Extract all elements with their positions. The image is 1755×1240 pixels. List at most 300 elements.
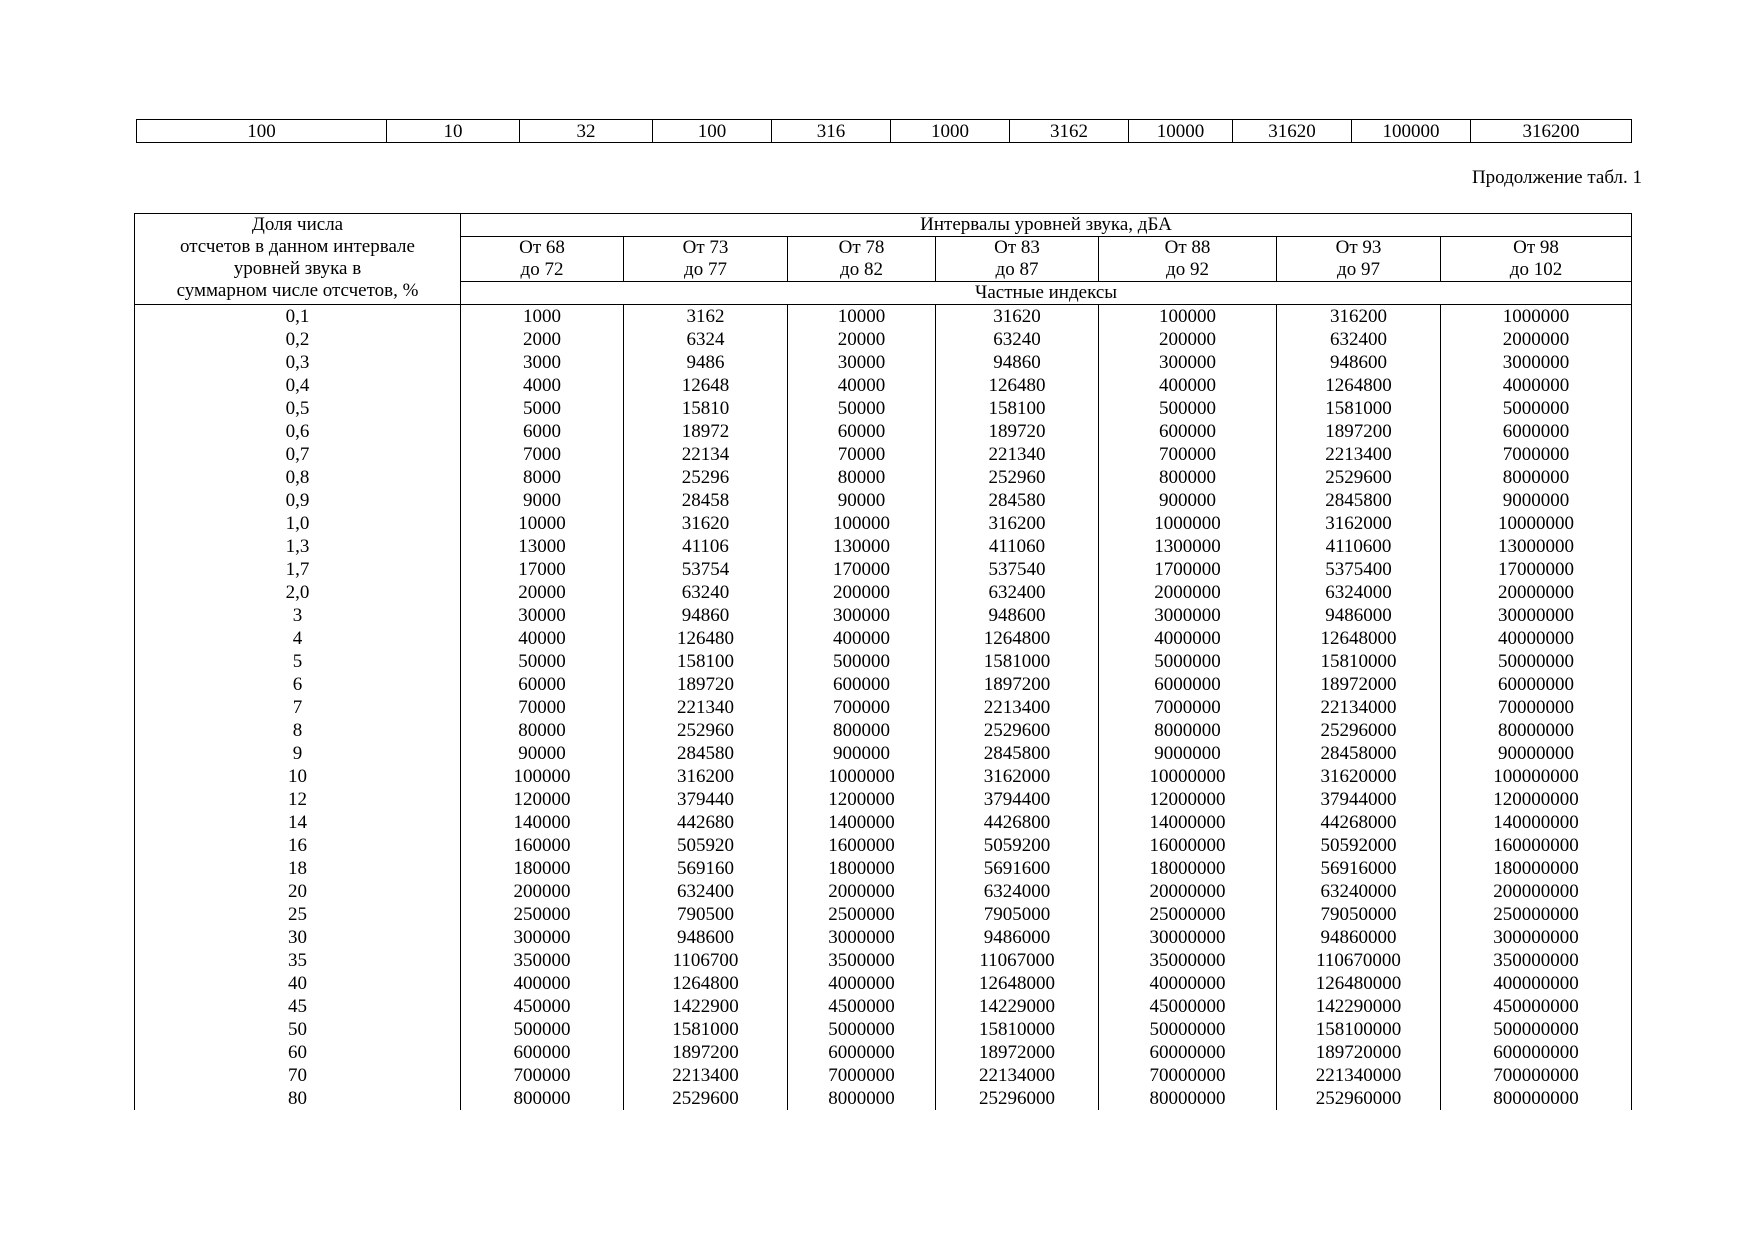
interval-from: От 98 [1513,237,1559,258]
index-cell: 2000000 [788,880,936,903]
index-cell: 30000 [788,351,936,374]
index-cell: 50000 [788,397,936,420]
share-cell: 1,3 [135,535,461,558]
interval-header [1441,237,1632,282]
index-cell: 3162 [624,305,788,329]
index-cell: 13000 [461,535,624,558]
index-cell: 30000000 [1099,926,1277,949]
index-cell: 120000 [461,788,624,811]
sub-header: Частные индексы [461,282,1632,305]
index-cell: 411060 [936,535,1099,558]
index-cell: 100000 [1099,305,1277,329]
table-row [135,328,1632,351]
index-cell: 200000000 [1441,880,1632,903]
index-cell: 8000000 [788,1087,936,1110]
index-cell: 50000 [461,650,624,673]
table-row [135,627,1632,650]
index-cell: 20000 [461,581,624,604]
index-cell: 22134000 [1277,696,1441,719]
share-cell: 10 [135,765,461,788]
index-cell: 44268000 [1277,811,1441,834]
table-row [135,788,1632,811]
index-cell: 350000 [461,949,624,972]
index-cell: 2213400 [624,1064,788,1087]
index-cell: 700000 [1099,443,1277,466]
index-cell: 56916000 [1277,857,1441,880]
index-cell: 250000000 [1441,903,1632,926]
share-cell: 20 [135,880,461,903]
index-cell: 6000000 [1099,673,1277,696]
index-cell: 5691600 [936,857,1099,880]
index-cell: 126480 [624,627,788,650]
index-cell: 12648000 [936,972,1099,995]
stub-header-line: отсчетов в данном интервале [180,236,415,257]
index-cell: 9486 [624,351,788,374]
index-cell: 189720 [936,420,1099,443]
index-cell: 600000000 [1441,1041,1632,1064]
table-row [135,420,1632,443]
index-cell: 41106 [624,535,788,558]
table-row [135,1064,1632,1087]
index-cell: 80000 [788,466,936,489]
table-cell: 316 [772,120,891,143]
index-cell: 63240 [936,328,1099,351]
share-cell: 25 [135,903,461,926]
index-cell: 5059200 [936,834,1099,857]
index-cell: 700000 [461,1064,624,1087]
index-cell: 17000000 [1441,558,1632,581]
continuation-row-table [136,119,1632,143]
interval-to: до 97 [1337,259,1380,280]
index-cell: 50592000 [1277,834,1441,857]
index-cell: 18972000 [1277,673,1441,696]
index-cell: 632400 [1277,328,1441,351]
table-row [135,742,1632,765]
interval-header [1099,237,1277,282]
index-cell: 53754 [624,558,788,581]
index-cell: 6324 [624,328,788,351]
interval-from: От 78 [838,237,885,258]
index-cell: 35000000 [1099,949,1277,972]
table-row [135,834,1632,857]
index-cell: 537540 [936,558,1099,581]
table-row [135,926,1632,949]
interval-from: От 83 [994,237,1040,258]
index-cell: 180000 [461,857,624,880]
index-cell: 40000 [461,627,624,650]
index-cell: 1200000 [788,788,936,811]
index-cell: 120000000 [1441,788,1632,811]
stub-header-line: суммарном числе отсчетов, % [176,280,419,301]
share-cell: 2,0 [135,581,461,604]
index-cell: 1000000 [1441,305,1632,329]
index-cell: 3000 [461,351,624,374]
index-cell: 450000000 [1441,995,1632,1018]
index-cell: 130000 [788,535,936,558]
index-cell: 4000000 [1099,627,1277,650]
index-cell: 12648 [624,374,788,397]
interval-to: до 87 [995,259,1039,280]
index-cell: 350000000 [1441,949,1632,972]
index-cell: 40000 [788,374,936,397]
index-cell: 9000000 [1441,489,1632,512]
index-cell: 1264800 [1277,374,1441,397]
index-cell: 600000 [461,1041,624,1064]
index-cell: 5000 [461,397,624,420]
index-cell: 100000 [461,765,624,788]
table-row [135,1018,1632,1041]
index-cell: 20000 [788,328,936,351]
index-cell: 200000 [461,880,624,903]
group-header: Интервалы уровней звука, дБА [461,214,1632,237]
share-cell: 0,3 [135,351,461,374]
index-cell: 13000000 [1441,535,1632,558]
share-cell: 0,1 [135,305,461,329]
index-cell: 22134 [624,443,788,466]
index-cell: 140000 [461,811,624,834]
index-cell: 2845800 [936,742,1099,765]
index-cell: 500000 [788,650,936,673]
share-cell: 60 [135,1041,461,1064]
index-cell: 600000 [1099,420,1277,443]
interval-to: до 82 [840,259,883,280]
stub-header [135,214,461,305]
share-cell: 45 [135,995,461,1018]
table-row [135,489,1632,512]
index-cell: 60000 [461,673,624,696]
index-cell: 40000000 [1441,627,1632,650]
index-cell: 18972000 [936,1041,1099,1064]
index-cell: 70000 [461,696,624,719]
index-cell: 31620000 [1277,765,1441,788]
index-cell: 442680 [624,811,788,834]
index-cell: 2000000 [1099,581,1277,604]
index-cell: 1600000 [788,834,936,857]
index-cell: 4000000 [1441,374,1632,397]
interval-header [788,237,936,282]
interval-from: От 93 [1335,237,1382,258]
index-cell: 569160 [624,857,788,880]
index-cell: 300000 [461,926,624,949]
index-cell: 5000000 [1441,397,1632,420]
table-row [135,650,1632,673]
index-cell: 300000000 [1441,926,1632,949]
index-cell: 2845800 [1277,489,1441,512]
index-cell: 700000000 [1441,1064,1632,1087]
index-cell: 316200 [936,512,1099,535]
index-cell: 25296000 [1277,719,1441,742]
table-row [135,512,1632,535]
index-cell: 90000 [461,742,624,765]
interval-header [461,237,624,282]
index-cell: 7905000 [936,903,1099,926]
index-cell: 800000000 [1441,1087,1632,1110]
index-cell: 22134000 [936,1064,1099,1087]
index-cell: 28458000 [1277,742,1441,765]
index-cell: 2213400 [1277,443,1441,466]
index-cell: 3162000 [1277,512,1441,535]
index-cell: 2529600 [936,719,1099,742]
index-cell: 50000000 [1441,650,1632,673]
share-cell: 0,5 [135,397,461,420]
index-cell: 316200 [624,765,788,788]
index-cell: 28458 [624,489,788,512]
index-cell: 126480000 [1277,972,1441,995]
interval-to: до 92 [1166,259,1209,280]
table-row [135,466,1632,489]
index-cell: 70000000 [1099,1064,1277,1087]
index-cell: 3794400 [936,788,1099,811]
interval-to: до 102 [1509,259,1563,280]
table-cell: 10000 [1129,120,1233,143]
table-cell: 100 [137,120,387,143]
share-cell: 0,2 [135,328,461,351]
index-cell: 6000000 [1441,420,1632,443]
share-cell: 0,7 [135,443,461,466]
table-row [135,765,1632,788]
interval-header [624,237,788,282]
index-cell: 948600 [1277,351,1441,374]
index-cell: 252960 [936,466,1099,489]
index-cell: 400000 [461,972,624,995]
table-row [135,443,1632,466]
index-cell: 2213400 [936,696,1099,719]
index-cell: 3500000 [788,949,936,972]
index-cell: 1000 [461,305,624,329]
index-cell: 7000000 [1099,696,1277,719]
index-cell: 9000000 [1099,742,1277,765]
index-cell: 18000000 [1099,857,1277,880]
index-cell: 160000000 [1441,834,1632,857]
share-cell: 0,9 [135,489,461,512]
index-cell: 31620 [624,512,788,535]
index-cell: 1700000 [1099,558,1277,581]
index-cell: 900000 [1099,489,1277,512]
index-cell: 94860 [936,351,1099,374]
share-cell: 3 [135,604,461,627]
stub-header-line: уровней звука в [233,258,362,279]
index-cell: 800000 [1099,466,1277,489]
share-cell: 1,7 [135,558,461,581]
index-cell: 221340 [936,443,1099,466]
index-cell: 10000000 [1441,512,1632,535]
table-caption: Продолжение табл. 1 [1471,167,1642,188]
index-cell: 1897200 [936,673,1099,696]
table-cell: 100 [653,120,772,143]
index-cell: 14229000 [936,995,1099,1018]
table-row [135,673,1632,696]
header-row-group [135,214,1632,237]
index-cell: 14000000 [1099,811,1277,834]
table-row [135,696,1632,719]
index-cell: 1264800 [624,972,788,995]
sound-level-index-table [134,213,1632,1110]
share-cell: 1,0 [135,512,461,535]
index-cell: 284580 [624,742,788,765]
index-cell: 142290000 [1277,995,1441,1018]
index-cell: 1000000 [1099,512,1277,535]
index-cell: 6324000 [936,880,1099,903]
index-cell: 284580 [936,489,1099,512]
index-cell: 3000000 [788,926,936,949]
interval-from: От 73 [682,237,729,258]
index-cell: 900000 [788,742,936,765]
index-cell: 60000000 [1099,1041,1277,1064]
index-cell: 3000000 [1441,351,1632,374]
share-cell: 7 [135,696,461,719]
index-cell: 100000000 [1441,765,1632,788]
index-cell: 7000000 [788,1064,936,1087]
index-cell: 379440 [624,788,788,811]
index-cell: 5000000 [1099,650,1277,673]
index-cell: 948600 [936,604,1099,627]
table-row [135,857,1632,880]
index-cell: 700000 [788,696,936,719]
table-row [135,811,1632,834]
index-cell: 2529600 [1277,466,1441,489]
index-cell: 3000000 [1099,604,1277,627]
index-cell: 180000000 [1441,857,1632,880]
table-row [135,535,1632,558]
index-cell: 1800000 [788,857,936,880]
index-cell: 5375400 [1277,558,1441,581]
index-cell: 4500000 [788,995,936,1018]
interval-from: От 68 [519,237,565,258]
table-cell: 3162 [1010,120,1129,143]
index-cell: 6000 [461,420,624,443]
index-cell: 18972 [624,420,788,443]
table-row [135,1041,1632,1064]
index-cell: 200000 [1099,328,1277,351]
index-cell: 2000 [461,328,624,351]
table-row [135,903,1632,926]
index-cell: 8000000 [1441,466,1632,489]
index-cell: 1897200 [624,1041,788,1064]
index-cell: 94860 [624,604,788,627]
index-cell: 1581000 [624,1018,788,1041]
index-cell: 6324000 [1277,581,1441,604]
index-cell: 505920 [624,834,788,857]
table-row [135,995,1632,1018]
index-cell: 2529600 [624,1087,788,1110]
index-cell: 90000000 [1441,742,1632,765]
index-cell: 2000000 [1441,328,1632,351]
index-cell: 16000000 [1099,834,1277,857]
table-cell: 316200 [1471,120,1632,143]
table-row [135,581,1632,604]
table-row [135,351,1632,374]
index-cell: 9486000 [936,926,1099,949]
share-cell: 0,8 [135,466,461,489]
index-cell: 60000 [788,420,936,443]
table-row [135,604,1632,627]
index-cell: 79050000 [1277,903,1441,926]
interval-header [1277,237,1441,282]
index-cell: 25000000 [1099,903,1277,926]
table-cell: 10 [387,120,520,143]
index-cell: 1581000 [936,650,1099,673]
index-cell: 252960 [624,719,788,742]
index-cell: 316200 [1277,305,1441,329]
share-cell: 18 [135,857,461,880]
index-cell: 3162000 [936,765,1099,788]
index-cell: 80000 [461,719,624,742]
share-cell: 0,4 [135,374,461,397]
table-row [135,305,1632,329]
index-cell: 450000 [461,995,624,1018]
index-cell: 158100 [936,397,1099,420]
index-cell: 4000 [461,374,624,397]
index-cell: 7000000 [1441,443,1632,466]
share-cell: 6 [135,673,461,696]
index-cell: 11067000 [936,949,1099,972]
index-cell: 20000000 [1099,880,1277,903]
index-cell: 500000 [461,1018,624,1041]
share-cell: 70 [135,1064,461,1087]
index-cell: 140000000 [1441,811,1632,834]
share-cell: 9 [135,742,461,765]
index-cell: 8000 [461,466,624,489]
index-cell: 10000 [461,512,624,535]
share-cell: 50 [135,1018,461,1041]
share-cell: 0,6 [135,420,461,443]
table-row [135,1087,1632,1110]
index-cell: 94860000 [1277,926,1441,949]
index-cell: 50000000 [1099,1018,1277,1041]
table-row [135,949,1632,972]
index-cell: 45000000 [1099,995,1277,1018]
index-cell: 15810000 [936,1018,1099,1041]
index-cell: 80000000 [1441,719,1632,742]
index-cell: 189720 [624,673,788,696]
index-cell: 10000000 [1099,765,1277,788]
index-cell: 4426800 [936,811,1099,834]
share-cell: 35 [135,949,461,972]
index-cell: 200000 [788,581,936,604]
table-row [135,880,1632,903]
table-row [135,374,1632,397]
index-cell: 100000 [788,512,936,535]
index-cell: 948600 [624,926,788,949]
index-cell: 31620 [936,305,1099,329]
index-cell: 70000000 [1441,696,1632,719]
index-cell: 2500000 [788,903,936,926]
index-cell: 60000000 [1441,673,1632,696]
index-cell: 7000 [461,443,624,466]
index-cell: 1000000 [788,765,936,788]
index-cell: 400000 [788,627,936,650]
index-cell: 600000 [788,673,936,696]
index-cell: 70000 [788,443,936,466]
index-cell: 1400000 [788,811,936,834]
index-cell: 126480 [936,374,1099,397]
index-cell: 632400 [936,581,1099,604]
index-cell: 6000000 [788,1041,936,1064]
index-cell: 1581000 [1277,397,1441,420]
share-cell: 8 [135,719,461,742]
index-cell: 8000000 [1099,719,1277,742]
index-cell: 1300000 [1099,535,1277,558]
index-cell: 632400 [624,880,788,903]
table-cell: 31620 [1233,120,1352,143]
index-cell: 9000 [461,489,624,512]
index-cell: 30000000 [1441,604,1632,627]
share-cell: 80 [135,1087,461,1110]
table-row [137,120,1632,143]
stub-header-line: Доля числа [251,214,344,235]
share-cell: 4 [135,627,461,650]
index-cell: 250000 [461,903,624,926]
